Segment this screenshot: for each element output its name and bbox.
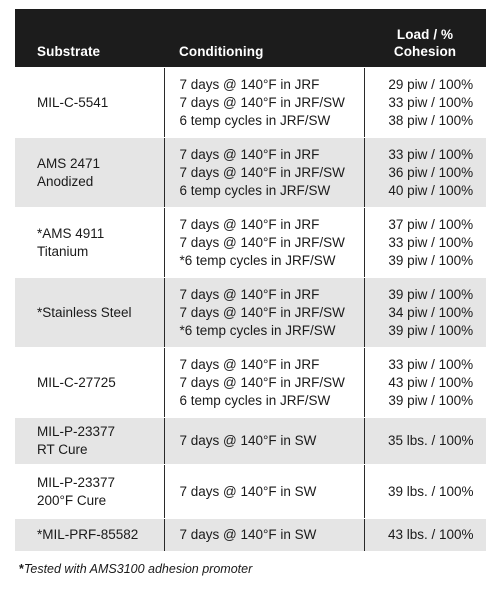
- load-cohesion-value: 33 piw / 100%: [388, 356, 474, 372]
- conditioning-cell: [164, 278, 364, 348]
- conditioning-cell: [164, 348, 364, 418]
- header-conditioning: Conditioning: [164, 9, 364, 68]
- table-row: [15, 68, 486, 138]
- load-cohesion-value: 39 piw / 100%: [388, 392, 474, 408]
- load-cohesion-cell: [364, 278, 486, 348]
- conditioning-line: 6 temp cycles in JRF/SW: [179, 182, 331, 198]
- conditioning-line: 7 days @ 140°F in JRF/SW: [179, 94, 345, 110]
- table-row: [15, 138, 486, 208]
- load-cohesion-value: 40 piw / 100%: [388, 182, 474, 198]
- load-cohesion-cell: [364, 519, 486, 552]
- conditioning-line: 7 days @ 140°F in JRF/SW: [179, 234, 345, 250]
- header-load-line1: Load / %: [396, 27, 454, 42]
- substrate-cell: [15, 138, 164, 208]
- conditioning-line: 7 days @ 140°F in SW: [179, 483, 317, 499]
- load-cohesion-value: 34 piw / 100%: [388, 304, 474, 320]
- conditioning-line: 6 temp cycles in JRF/SW: [179, 392, 331, 408]
- load-cohesion-cell: [364, 208, 486, 278]
- conditioning-line: 7 days @ 140°F in SW: [179, 527, 317, 542]
- conditioning-cell: [164, 208, 364, 278]
- footnote: [19, 562, 252, 576]
- conditioning-cell: [164, 418, 364, 465]
- load-cohesion-value: 35 lbs. / 100%: [387, 433, 474, 448]
- conditioning-line: 6 temp cycles in JRF/SW: [179, 112, 331, 128]
- table-row: [15, 348, 486, 418]
- substrate-line: 200°F Cure: [37, 492, 107, 508]
- header-row: [15, 9, 486, 68]
- conditioning-line: 7 days @ 140°F in JRF: [179, 76, 320, 92]
- table-row: [15, 519, 486, 552]
- table-body: [15, 68, 486, 552]
- adhesion-test-table: [15, 9, 486, 552]
- substrate-cell: [15, 68, 164, 138]
- load-cohesion-cell: [364, 418, 486, 465]
- load-cohesion-value: 29 piw / 100%: [388, 76, 474, 92]
- substrate-line: Titanium: [37, 243, 89, 259]
- table-row: [15, 278, 486, 348]
- conditioning-cell: [164, 68, 364, 138]
- conditioning-line: 7 days @ 140°F in JRF/SW: [179, 304, 345, 320]
- substrate-cell: [15, 465, 164, 519]
- conditioning-cell: [164, 519, 364, 552]
- header-load-cohesion: [364, 9, 486, 68]
- substrate-cell: [15, 278, 164, 348]
- substrate-line: RT Cure: [37, 442, 88, 457]
- substrate-line: Anodized: [37, 173, 94, 189]
- footnote-star: *: [19, 562, 24, 576]
- load-cohesion-value: 36 piw / 100%: [388, 164, 474, 180]
- footnote-text: Tested with AMS3100 adhesion promoter: [23, 562, 253, 576]
- table-row: [15, 208, 486, 278]
- header-load-line2: Cohesion: [393, 44, 457, 59]
- load-cohesion-value: 39 piw / 100%: [388, 252, 474, 268]
- load-cohesion-value: 38 piw / 100%: [388, 112, 474, 128]
- load-cohesion-cell: [364, 348, 486, 418]
- load-cohesion-value: 33 piw / 100%: [388, 94, 474, 110]
- table-row: [15, 418, 486, 465]
- load-cohesion-value: 43 piw / 100%: [388, 374, 474, 390]
- load-cohesion-value: 43 lbs. / 100%: [387, 527, 474, 542]
- substrate-line: *Stainless Steel: [37, 304, 132, 320]
- substrate-cell: [15, 519, 164, 552]
- substrate-cell: [15, 418, 164, 465]
- conditioning-line: 7 days @ 140°F in JRF: [179, 146, 320, 162]
- substrate-line: *AMS 4911: [37, 225, 105, 241]
- substrate-line: MIL-P-23377: [37, 424, 116, 439]
- conditioning-cell: [164, 138, 364, 208]
- load-cohesion-value: 39 piw / 100%: [388, 286, 474, 302]
- load-cohesion-value: 37 piw / 100%: [388, 216, 474, 232]
- substrate-line: AMS 2471: [37, 155, 101, 171]
- load-cohesion-cell: [364, 68, 486, 138]
- substrate-cell: [15, 208, 164, 278]
- conditioning-line: 7 days @ 140°F in SW: [179, 433, 317, 448]
- substrate-line: MIL-C-27725: [37, 374, 116, 390]
- table-header: [15, 9, 486, 68]
- conditioning-cell: [164, 465, 364, 519]
- conditioning-line: 7 days @ 140°F in JRF: [179, 216, 320, 232]
- conditioning-line: 7 days @ 140°F in JRF/SW: [179, 374, 345, 390]
- header-substrate: Substrate: [15, 9, 164, 68]
- conditioning-line: *6 temp cycles in JRF/SW: [179, 322, 336, 338]
- load-cohesion-value: 39 piw / 100%: [388, 322, 474, 338]
- substrate-cell: [15, 348, 164, 418]
- load-cohesion-value: 33 piw / 100%: [388, 146, 474, 162]
- conditioning-line: 7 days @ 140°F in JRF/SW: [179, 164, 345, 180]
- conditioning-line: 7 days @ 140°F in JRF: [179, 286, 320, 302]
- substrate-line: *MIL-PRF-85582: [37, 527, 139, 542]
- conditioning-line: *6 temp cycles in JRF/SW: [179, 252, 336, 268]
- substrate-line: MIL-P-23377: [37, 474, 116, 490]
- load-cohesion-value: 33 piw / 100%: [388, 234, 474, 250]
- conditioning-line: 7 days @ 140°F in JRF: [179, 356, 320, 372]
- load-cohesion-cell: [364, 465, 486, 519]
- substrate-line: MIL-C-5541: [37, 94, 109, 110]
- load-cohesion-value: 39 lbs. / 100%: [387, 483, 474, 499]
- table-row: [15, 465, 486, 519]
- load-cohesion-cell: [364, 138, 486, 208]
